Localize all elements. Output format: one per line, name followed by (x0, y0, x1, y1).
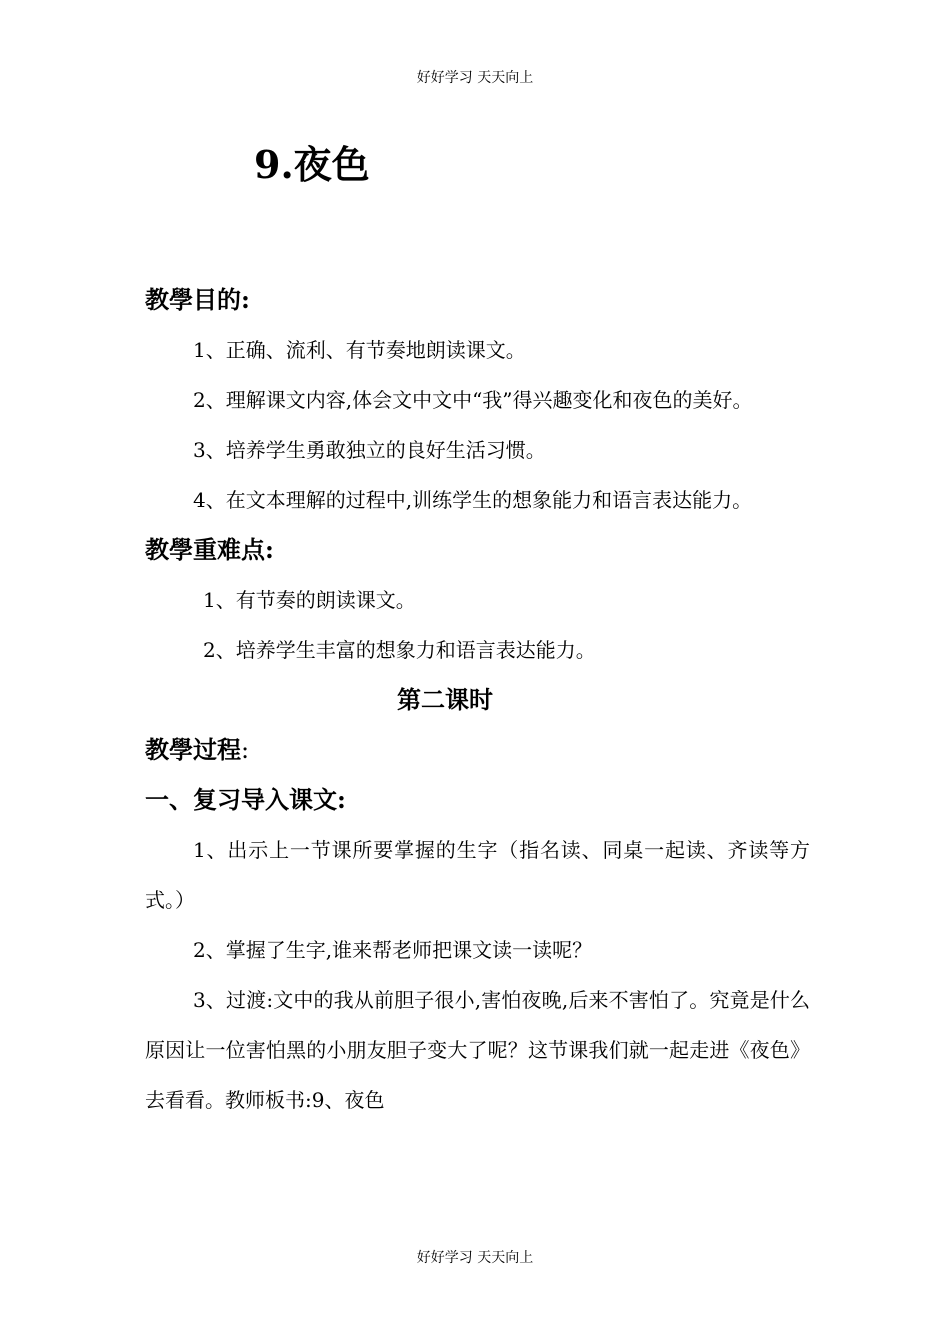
objective-item-2: 2、理解课文内容,体会文中文中“我”得兴趣变化和夜色的美好。 (193, 388, 753, 412)
process-heading-colon: : (241, 736, 250, 764)
review-item-1: 1、出示上一节课所要掌握的生字（指名读、同桌一起读、齐读等方式。） (145, 838, 810, 912)
key-point-item-2: 2、培养学生丰富的想象力和语言表达能力。 (203, 638, 596, 662)
document-title: 9.夜色 (254, 142, 370, 187)
process-heading-text: 教學过程 (145, 735, 241, 764)
key-points-heading: 教學重难点: (145, 535, 274, 564)
objective-item-4: 4、在文本理解的过程中,训练学生的想象能力和语言表达能力。 (193, 488, 753, 512)
page-header: 好好学习 天天向上 (416, 70, 534, 86)
page-footer: 好好学习 天天向上 (416, 1250, 534, 1266)
review-heading: 一、复习导入课文: (145, 785, 346, 814)
review-item-3: 3、过渡:文中的我从前胆子很小,害怕夜晚,后来不害怕了。究竟是什么原因让一位害怕黑的小朋友胆子变大了呢？这节课我们就一起走进《夜色》去看看。教师板书:9、夜色 (145, 988, 810, 1112)
review-item-2: 2、掌握了生字,谁来帮老师把课文读一读呢？ (193, 938, 593, 962)
objectives-heading: 教學目的: (145, 285, 250, 314)
key-point-item-1: 1、有节奏的朗读课文。 (203, 588, 416, 612)
lesson-heading: 第二课时 (397, 685, 493, 714)
objective-item-3: 3、培养学生勇敢独立的良好生活习惯。 (193, 438, 546, 462)
document-body (145, 275, 810, 1125)
objective-item-1: 1、正确、流利、有节奏地朗读课文。 (193, 338, 526, 362)
process-heading (145, 725, 810, 775)
